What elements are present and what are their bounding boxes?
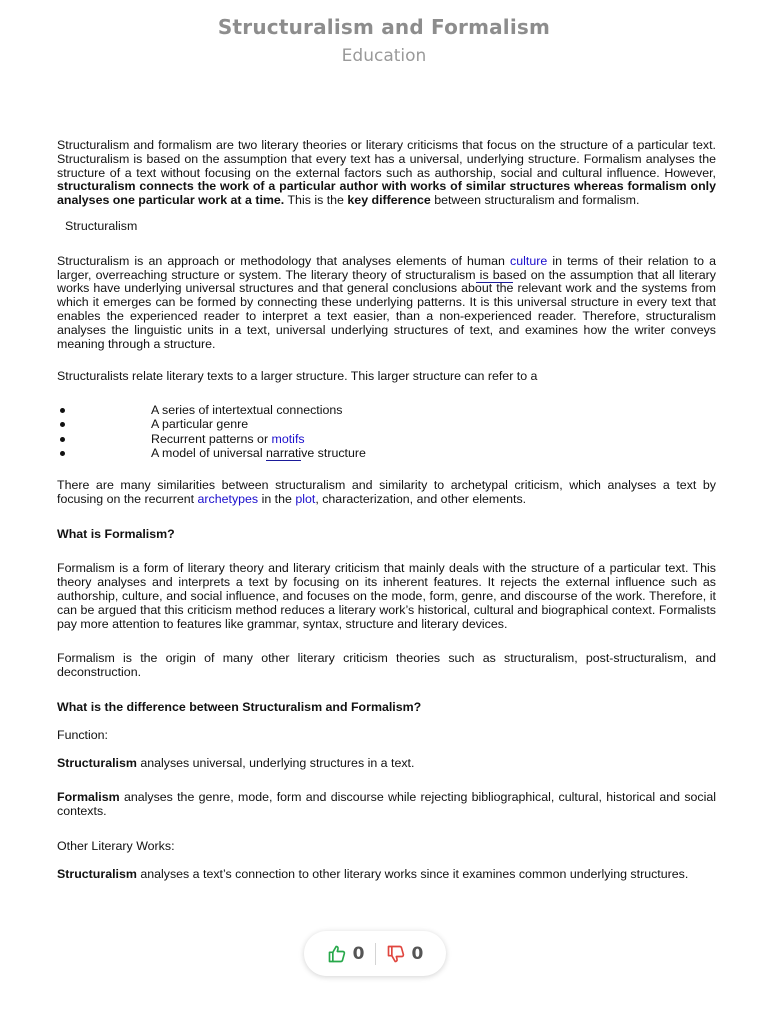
structuralism-function-text: analyses universal, underlying structures in a text.	[136, 755, 415, 770]
vote-bar	[304, 931, 446, 976]
formalism-function-paragraph	[57, 791, 716, 819]
bullet-text-end: ve structure	[301, 445, 366, 460]
bullet-icon	[60, 422, 65, 427]
intro-text-1: Structuralism and formalism are two literary theories or literary criticisms that focus on the structure of a particular text. Structuralism is based on the assumption that every text has a universal, underlying structure. Formalism analyses the structure of a text without focusing on the external factors such as authorship, social and cultural influence. However,	[57, 138, 716, 180]
formalism-function-text: analyses the genre, mode, form and discourse while rejecting bibliographical, cultural, historical and social contexts.	[57, 790, 716, 819]
other-literary-works-label: Other Literary Works:	[57, 838, 175, 853]
thumbs-down-icon	[386, 944, 406, 964]
function-label: Function:	[57, 727, 108, 742]
culture-link[interactable]: culture	[510, 253, 548, 268]
structure-bullet-list	[57, 403, 716, 460]
bullet-icon	[60, 437, 65, 442]
intro-paragraph	[57, 139, 716, 208]
struct-p1-b: in terms of their relation to a larger, overreaching structure or system. The literary theory of structuralism	[57, 253, 716, 282]
article-body	[57, 139, 716, 882]
bullet-text: A series of intertextual connections	[151, 403, 343, 418]
upvote-count: 0	[352, 943, 365, 964]
struct-p3-a: There are many similarities between structuralism and similarity to archetypal criticism, which analyses a text by focusing on the recurrent	[57, 477, 716, 506]
bullet-text: Recurrent patterns or	[151, 431, 272, 446]
upvote-button[interactable]	[317, 939, 375, 969]
bullet-underlined-text: narrati	[266, 445, 302, 460]
downvote-button[interactable]	[376, 939, 434, 969]
bullet-icon	[60, 408, 65, 413]
struct-p1-a: Structuralism is an approach or methodology that analyses elements of human	[57, 253, 511, 268]
list-item	[57, 417, 716, 431]
thumbs-up-icon	[327, 944, 347, 964]
bullet-text: A model of universal	[151, 445, 267, 460]
structuralism-paragraph-2: Structuralists relate literary texts to a larger structure. This larger structure can refer to a	[57, 369, 538, 384]
list-item	[57, 432, 716, 446]
formalism-paragraph-2: Formalism is the origin of many other literary criticism theories such as structuralism, post-structuralism, and deconstruction.	[57, 651, 716, 680]
list-item	[57, 403, 716, 417]
downvote-count: 0	[411, 943, 424, 964]
formalism-paragraph-1: Formalism is a form of literary theory and literary criticism that mainly deals with the structure of a particular text. This theory analyses and interprets a text by focusing on its inherent features. It rejects the external influence such as authorship, culture, and social influence, and focuses on the mode, form, genre, and discourse of the work. Therefore, it can be argued that this criticism method reduces a literary work’s historical, cultural and biographical context. Formalists pay more attention to features like grammar, syntax, structure and literary devices.	[57, 561, 716, 631]
list-item	[57, 446, 716, 460]
structuralism-subheading: Structuralism	[65, 218, 138, 233]
motifs-link[interactable]: motifs	[271, 431, 305, 446]
structuralism-other-paragraph	[57, 868, 716, 882]
structuralism-other-text: analyses a text’s connection to other literary works since it examines common underlying structures.	[136, 866, 689, 881]
structuralism-term-2: Structuralism	[57, 866, 137, 881]
structuralism-term: Structuralism	[57, 755, 137, 770]
document-category: Education	[341, 46, 427, 66]
structuralism-paragraph-3	[57, 479, 716, 507]
plot-link[interactable]: plot	[295, 491, 316, 506]
intro-text-2: This is the	[284, 193, 348, 208]
bullet-icon	[60, 451, 65, 456]
document-title: Structuralism and Formalism	[217, 15, 551, 39]
formalism-term: Formalism	[57, 790, 120, 805]
struct-p1-underlined: is bas	[475, 267, 513, 282]
archetypes-link[interactable]: archetypes	[197, 491, 259, 506]
structuralism-paragraph-1	[57, 255, 716, 352]
difference-question-heading: What is the difference between Structuralism and Formalism?	[57, 699, 422, 714]
intro-text-3: between structuralism and formalism.	[430, 193, 640, 208]
structuralism-function-paragraph	[57, 757, 716, 771]
intro-bold-1: structuralism connects the work of a particular author with works of similar structures whereas formalism only analyses one particular work at a time.	[57, 179, 716, 208]
intro-bold-2: key difference	[347, 193, 431, 208]
struct-p1-d: ed on the assumption that all literary works have underlying universal structures and that general conclusions about the relevant work and the systems from which it emerges can be formed by connecting these underlying patterns. It is this universal structure in every text that enables the experienced reader to interpret a text easier, than a non-experienced reader. Therefore, structuralism analyses the linguistic units in a text, universal underlying structures of text, and examines how the writer conveys meaning through a structure.	[57, 267, 717, 351]
struct-p3-b: in the	[258, 491, 296, 506]
bullet-text: A particular genre	[151, 417, 249, 432]
struct-p3-c: , characterization, and other elements.	[315, 491, 527, 506]
formalism-question-heading: What is Formalism?	[57, 526, 175, 541]
